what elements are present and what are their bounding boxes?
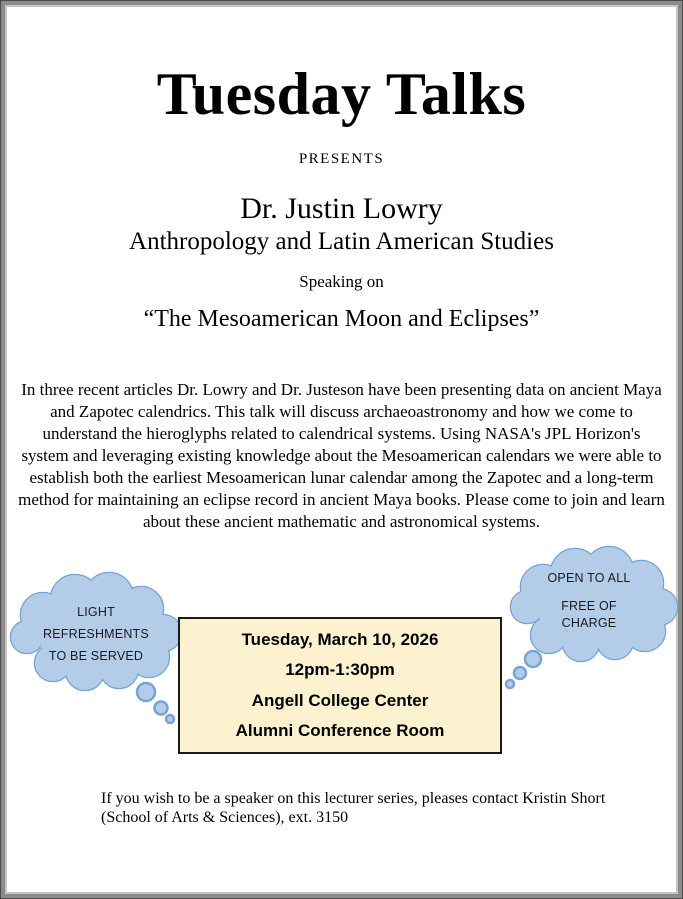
speaker-name: Dr. Justin Lowry <box>240 192 443 225</box>
presents-label: PRESENTS <box>298 151 385 167</box>
series-title: Tuesday Talks <box>156 61 527 127</box>
right-bubble-text <box>509 570 669 632</box>
left-bubble-line: REFRESHMENTS <box>43 627 149 641</box>
left-bubble-line: LIGHT <box>77 605 115 619</box>
speaker-department: Anthropology and Latin American Studies <box>129 228 554 255</box>
talk-title: “The Mesoamerican Moon and Eclipses” <box>143 305 540 332</box>
footer-note <box>101 790 613 827</box>
event-date: Tuesday, March 10, 2026 <box>241 630 439 650</box>
talk-abstract: In three recent articles Dr. Lowry and Dr. Justeson have been presenting data on ancient Maya and Zapotec calendrics. This talk will discuss archaeoastronomy and how we come to understand the hieroglyphs related to calendrical systems. Using NASA's JPL Horizon's system and leveraging existing knowledge about the Mesoamerican calendars we were able to establish both the earliest Mesoamerican lunar calendar among the Zapotec and a long-term method for maintaining an eclipse record in ancient Maya books. Please come to join and learn about these ancient mathematic and astronomical systems. <box>18 379 665 532</box>
event-room: Alumni Conference Room <box>235 720 445 740</box>
event-time: 12pm-1:30pm <box>285 660 395 680</box>
speaking-on-label: Speaking on <box>299 271 384 291</box>
right-bubble-line: FREE OF <box>561 599 617 613</box>
footer-note-line: (School of Arts & Sciences), ext. 3150 <box>101 808 349 826</box>
right-bubble-line: OPEN TO ALL <box>547 571 631 585</box>
event-venue: Angell College Center <box>251 690 429 710</box>
footer-note-line: If you wish to be a speaker on this lecturer series, pleases contact Kristin Short <box>101 790 606 807</box>
left-bubble-line: TO BE SERVED <box>48 649 144 663</box>
right-bubble-line: CHARGE <box>561 616 617 630</box>
event-details-box <box>178 617 502 754</box>
left-bubble-text <box>16 601 176 667</box>
